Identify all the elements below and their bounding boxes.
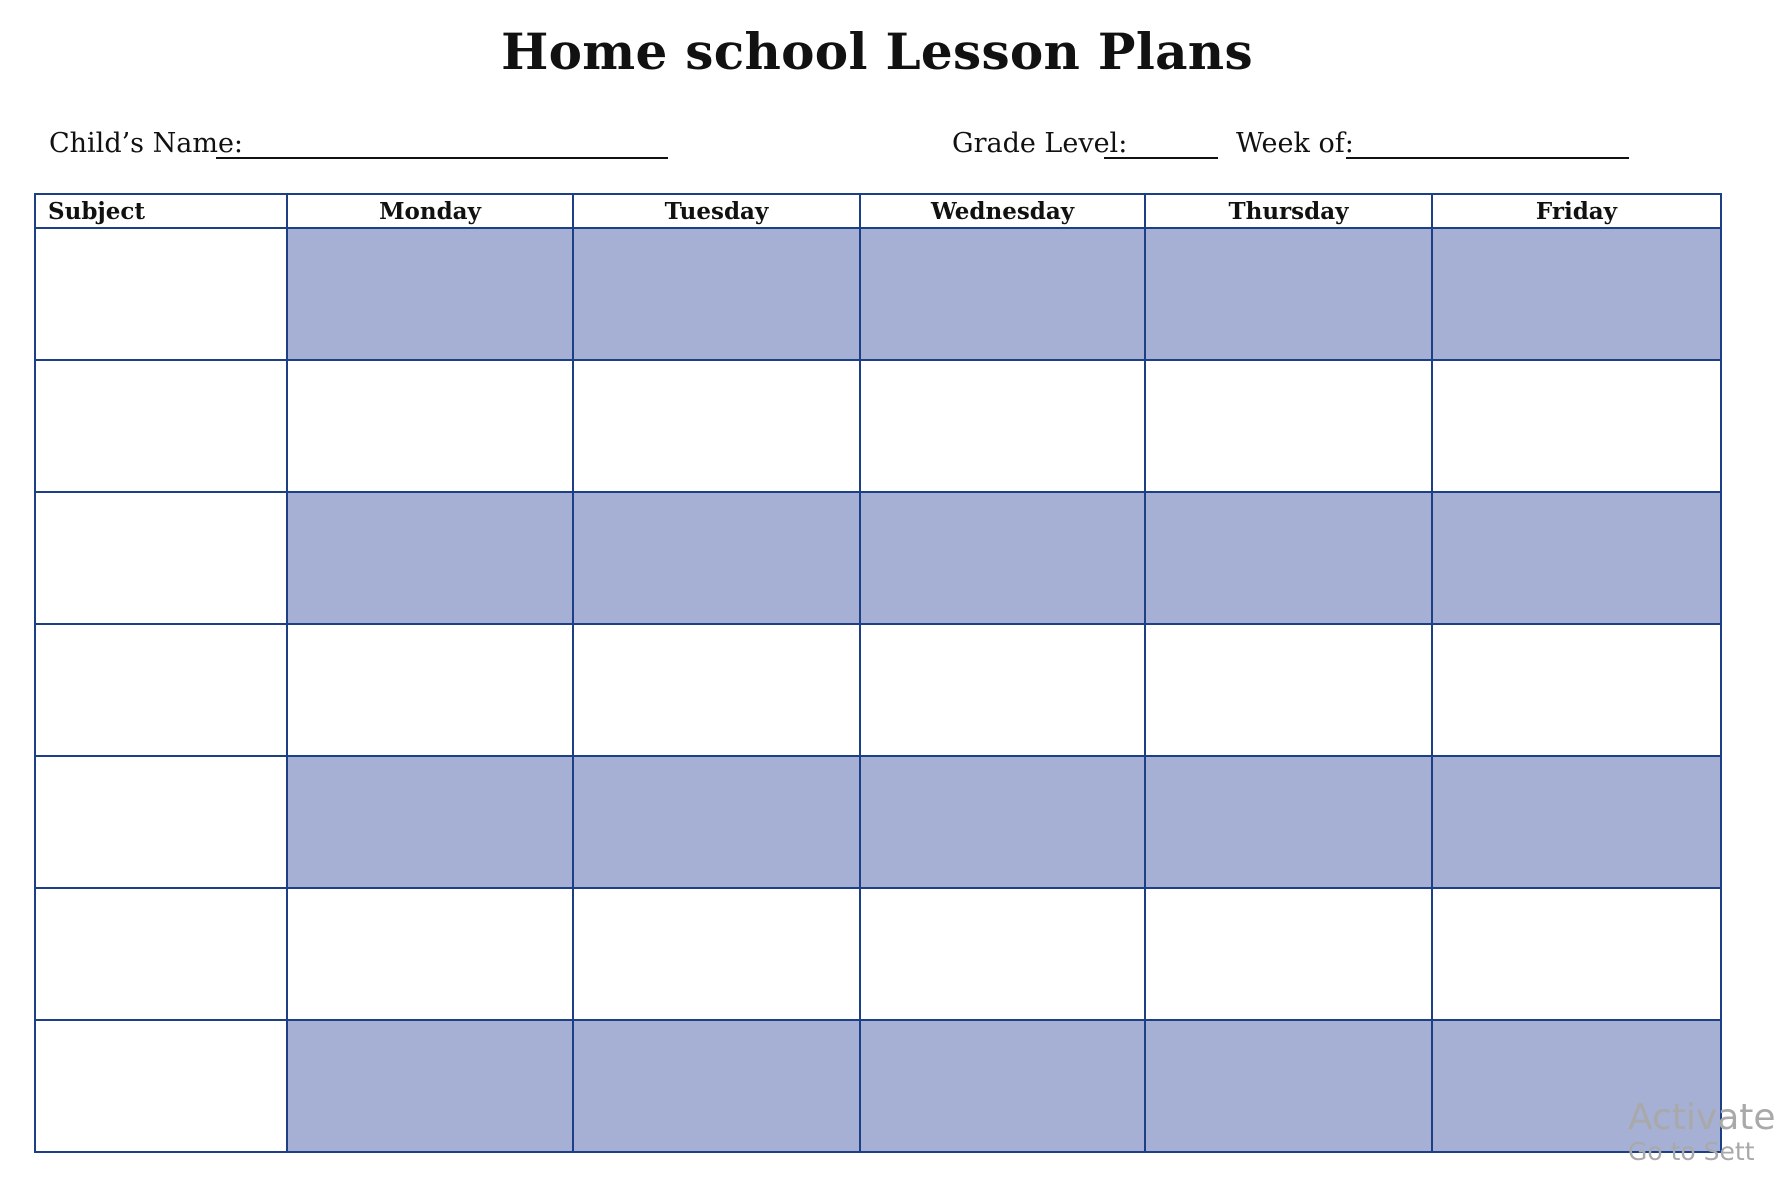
header-tuesday: Tuesday	[573, 194, 860, 228]
table-row	[35, 492, 1721, 624]
subject-cell[interactable]	[35, 888, 287, 1020]
table-row	[35, 888, 1721, 1020]
wednesday-cell[interactable]	[860, 360, 1145, 492]
table-row	[35, 360, 1721, 492]
monday-cell[interactable]	[287, 360, 573, 492]
friday-cell[interactable]	[1432, 228, 1721, 360]
wednesday-cell[interactable]	[860, 888, 1145, 1020]
friday-cell[interactable]	[1432, 756, 1721, 888]
subject-cell[interactable]	[35, 228, 287, 360]
subject-cell[interactable]	[35, 360, 287, 492]
monday-cell[interactable]	[287, 1020, 573, 1152]
header-wednesday: Wednesday	[860, 194, 1145, 228]
tuesday-cell[interactable]	[573, 492, 860, 624]
subject-cell[interactable]	[35, 492, 287, 624]
table-row	[35, 756, 1721, 888]
tuesday-cell[interactable]	[573, 360, 860, 492]
lesson-plan-table	[34, 193, 1722, 1153]
tuesday-cell[interactable]	[573, 624, 860, 756]
table-row	[35, 624, 1721, 756]
grade-level-field[interactable]	[1104, 157, 1218, 159]
watermark-line-2: Go to Sett	[1628, 1137, 1755, 1167]
thursday-cell[interactable]	[1145, 888, 1432, 1020]
thursday-cell[interactable]	[1145, 492, 1432, 624]
lesson-plan-body	[35, 228, 1721, 1152]
friday-cell[interactable]	[1432, 492, 1721, 624]
friday-cell[interactable]	[1432, 360, 1721, 492]
monday-cell[interactable]	[287, 888, 573, 1020]
wednesday-cell[interactable]	[860, 492, 1145, 624]
table-row	[35, 228, 1721, 360]
wednesday-cell[interactable]	[860, 1020, 1145, 1152]
week-of-label: Week of:	[1236, 128, 1354, 159]
childs-name-label: Child’s Name:	[49, 128, 244, 159]
monday-cell[interactable]	[287, 624, 573, 756]
friday-cell[interactable]	[1432, 888, 1721, 1020]
table-header-row	[35, 194, 1721, 228]
grade-level-label: Grade Level:	[952, 128, 1128, 159]
monday-cell[interactable]	[287, 228, 573, 360]
activation-watermark	[1628, 1098, 1776, 1166]
wednesday-cell[interactable]	[860, 756, 1145, 888]
header-subject: Subject	[35, 194, 287, 228]
week-of-field[interactable]	[1346, 157, 1629, 159]
childs-name-field[interactable]	[216, 157, 668, 159]
thursday-cell[interactable]	[1145, 756, 1432, 888]
thursday-cell[interactable]	[1145, 228, 1432, 360]
tuesday-cell[interactable]	[573, 756, 860, 888]
thursday-cell[interactable]	[1145, 360, 1432, 492]
header-thursday: Thursday	[1145, 194, 1432, 228]
header-monday: Monday	[287, 194, 573, 228]
subject-cell[interactable]	[35, 1020, 287, 1152]
table-row	[35, 1020, 1721, 1152]
page-title: Home school Lesson Plans	[501, 22, 1253, 81]
tuesday-cell[interactable]	[573, 1020, 860, 1152]
watermark-line-1: Activate	[1628, 1097, 1776, 1138]
tuesday-cell[interactable]	[573, 888, 860, 1020]
monday-cell[interactable]	[287, 756, 573, 888]
monday-cell[interactable]	[287, 492, 573, 624]
thursday-cell[interactable]	[1145, 624, 1432, 756]
subject-cell[interactable]	[35, 756, 287, 888]
wednesday-cell[interactable]	[860, 624, 1145, 756]
wednesday-cell[interactable]	[860, 228, 1145, 360]
header-friday: Friday	[1432, 194, 1721, 228]
tuesday-cell[interactable]	[573, 228, 860, 360]
friday-cell[interactable]	[1432, 624, 1721, 756]
subject-cell[interactable]	[35, 624, 287, 756]
thursday-cell[interactable]	[1145, 1020, 1432, 1152]
